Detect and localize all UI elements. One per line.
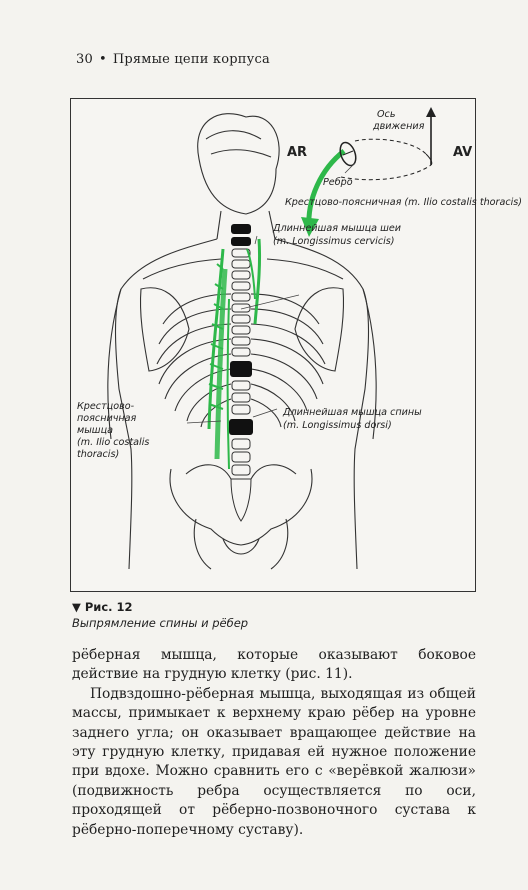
longissimus-cervicis-label-2: (m. Longissimus cervicis) <box>273 236 395 247</box>
iliocostalis-left-label-1: Крестцово- <box>77 401 135 412</box>
page-number: 30 <box>76 52 93 67</box>
label-av: AV <box>453 145 473 160</box>
longissimus-dorsi-label-1: Длиннейшая мышца спины <box>283 407 422 418</box>
page-header <box>76 52 270 67</box>
longissimus-dorsi-label-2: (m. Longissimus dorsi) <box>283 420 392 431</box>
figure-caption: Выпрямление спины и рёбер <box>72 616 249 630</box>
axis-label-2: движения <box>373 121 425 132</box>
paragraph-1: рёберная мышца, которые оказывают боковое действие на грудную клетку (рис. 11). <box>72 647 476 683</box>
longissimus-cervicis-label-1: Длиннейшая мышца шеи <box>273 223 401 234</box>
iliocostalis-left-label-3: мышца <box>77 425 113 436</box>
iliocostalis-left-label-2: поясничная <box>77 413 137 424</box>
axis-label-1: Ось <box>377 109 396 120</box>
iliocostalis-top-label: Крестцово-поясничная (m. Ilio costalis thoracis) <box>285 197 523 208</box>
paragraph-2: Подвздошно-рёберная мышца, выходящая из общей массы, примыкает к верхнему краю рёбер на уровне заднего угла; он оказывает вращающее действие на эту грудную клетку, придавая ей нужное положение при вдохе. Можно сравнить его с «верёвкой жалюзи» (подвижность ребра осуществляется по оси, проходящей от рёберно-позвоночного сустава к рёберно-поперечному суставу). <box>72 685 476 838</box>
rib-label: Ребро <box>323 177 353 188</box>
section-title: Прямые цепи корпуса <box>112 52 270 67</box>
figure-illustration <box>70 98 523 592</box>
header-separator: • <box>98 52 107 67</box>
iliocostalis-left-label-4: (m. Ilio costalis <box>77 437 150 448</box>
figure-number: ▼ Рис. 12 <box>72 600 133 614</box>
spine <box>229 224 253 521</box>
iliocostalis-left-label-5: thoracis) <box>77 449 120 460</box>
label-ar: AR <box>287 145 308 160</box>
body-text <box>72 646 476 840</box>
back-anatomy-drawing <box>71 99 477 593</box>
